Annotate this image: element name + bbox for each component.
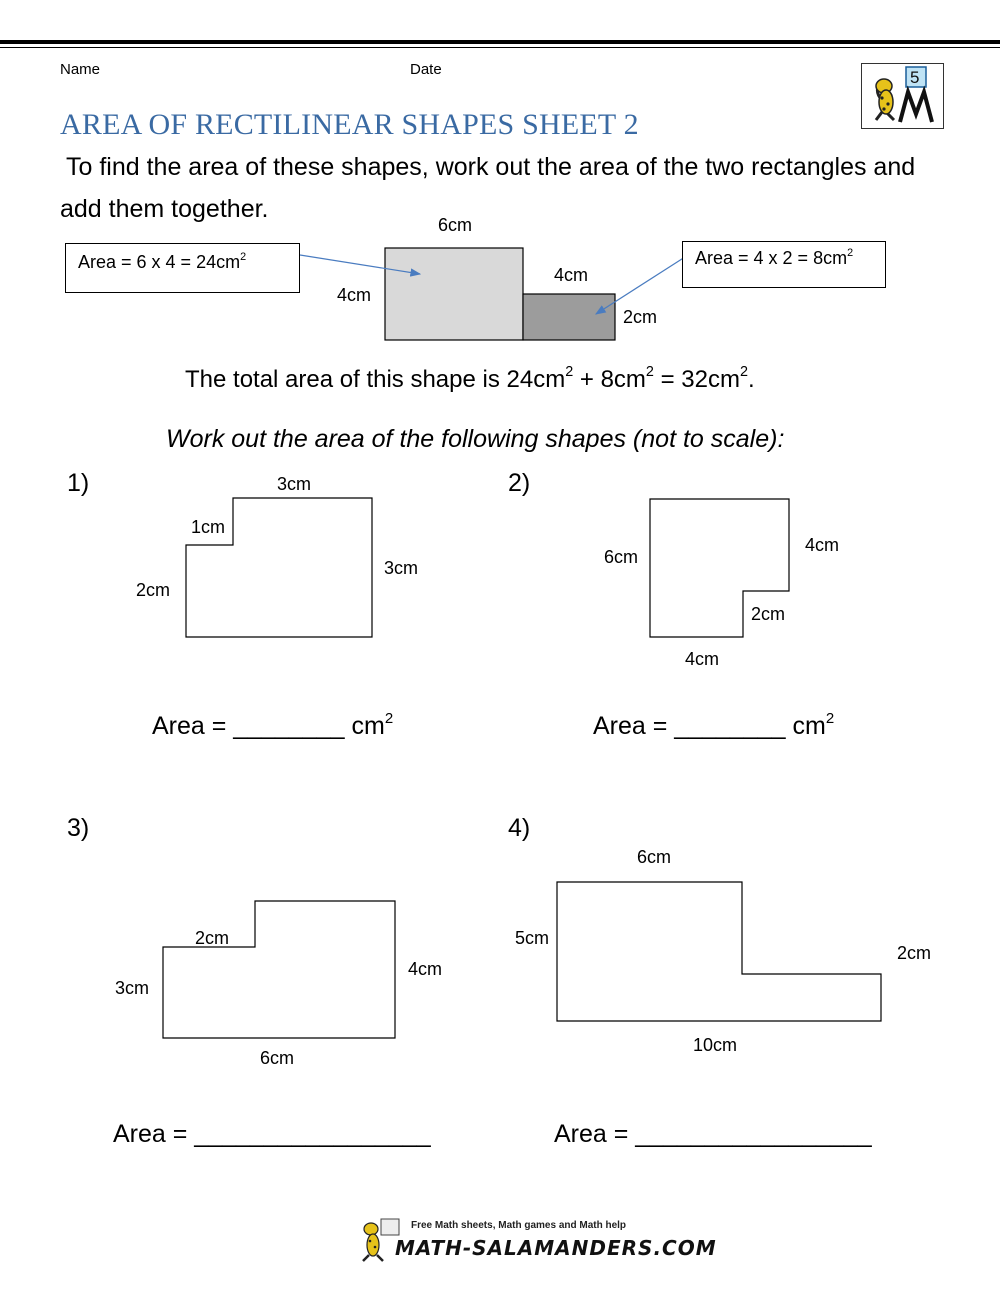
example-total-part-a: The total area of this shape is 24cm <box>185 366 566 393</box>
question-2-answer-text: Area = ________ cm <box>593 712 826 740</box>
question-4-label-left: 5cm <box>515 928 550 948</box>
question-2-answer-sup: 2 <box>825 709 835 727</box>
question-2-label-bottom: 4cm <box>685 649 720 669</box>
intro-text: To find the area of these shapes, work out the area of the two rectangles and add them together. <box>60 153 916 223</box>
example-area-box-right <box>682 241 886 288</box>
example-big-rectangle <box>385 248 523 340</box>
question-3-number: 3) <box>67 814 90 842</box>
example-label-top: 6cm <box>438 215 473 235</box>
question-4-label-right: 2cm <box>897 943 932 963</box>
example-arrow-right <box>596 257 685 314</box>
footer-logo <box>355 1215 717 1263</box>
question-1-label-step: 1cm <box>191 517 226 537</box>
date-label: Date <box>410 61 442 78</box>
question-4-answer: Area = _________________ <box>554 1120 872 1148</box>
example-total-end: . <box>748 366 755 393</box>
example-total-sup-a: 2 <box>565 364 574 381</box>
question-4-label-top: 6cm <box>637 847 672 867</box>
example-total-sup-b: 2 <box>645 364 654 381</box>
example-area-box-right-sup: 2 <box>847 246 854 259</box>
shape-3-outline <box>163 901 395 1038</box>
example-total-sup-c: 2 <box>739 364 748 381</box>
question-3-label-step: 2cm <box>195 928 230 948</box>
question-4-number: 4) <box>508 814 531 842</box>
question-1-label-top: 3cm <box>277 474 312 494</box>
question-2-answer <box>593 709 835 741</box>
question-1-number: 1) <box>67 469 90 497</box>
question-2-label-right: 4cm <box>805 535 840 555</box>
question-3-answer: Area = _________________ <box>113 1120 431 1148</box>
example-area-box-left-text: Area = 6 x 4 = 24cm <box>78 252 241 272</box>
example-area-box-right-text: Area = 4 x 2 = 8cm <box>695 248 848 268</box>
question-1-answer-sup: 2 <box>384 709 394 727</box>
page-title: AREA OF RECTILINEAR SHAPES SHEET 2 <box>60 108 639 141</box>
footer-brand: MATH-SALAMANDERS.COM <box>395 1236 717 1260</box>
question-1-answer <box>152 709 394 741</box>
example-label-right: 2cm <box>623 307 658 327</box>
question-3-label-bottom: 6cm <box>260 1048 295 1068</box>
question-2-number: 2) <box>508 469 531 497</box>
footer-tagline: Free Math sheets, Math games and Math help <box>411 1220 627 1231</box>
shape-4-outline <box>557 882 881 1021</box>
example-area-box-left-sup: 2 <box>240 250 247 263</box>
example-area-box-left <box>65 243 300 293</box>
grade-badge: 5 <box>910 68 920 87</box>
example-total-part-c: = 32cm <box>653 366 740 393</box>
example-label-left: 4cm <box>337 285 372 305</box>
example-label-step: 4cm <box>554 265 589 285</box>
question-3-label-left: 3cm <box>115 978 150 998</box>
question-1-label-right: 3cm <box>384 558 419 578</box>
example-total <box>185 366 755 394</box>
question-1-answer-text: Area = ________ cm <box>152 712 385 740</box>
question-4-label-bottom: 10cm <box>693 1035 738 1055</box>
name-label: Name <box>60 61 101 78</box>
instruction: Work out the area of the following shapes (not to scale): <box>166 425 785 453</box>
question-1-label-left: 2cm <box>136 580 171 600</box>
question-3-label-right: 4cm <box>408 959 443 979</box>
question-2-label-step: 2cm <box>751 604 786 624</box>
example-small-rectangle <box>523 294 615 340</box>
question-2-label-left: 6cm <box>604 547 639 567</box>
example-total-part-b: + 8cm <box>573 366 646 393</box>
